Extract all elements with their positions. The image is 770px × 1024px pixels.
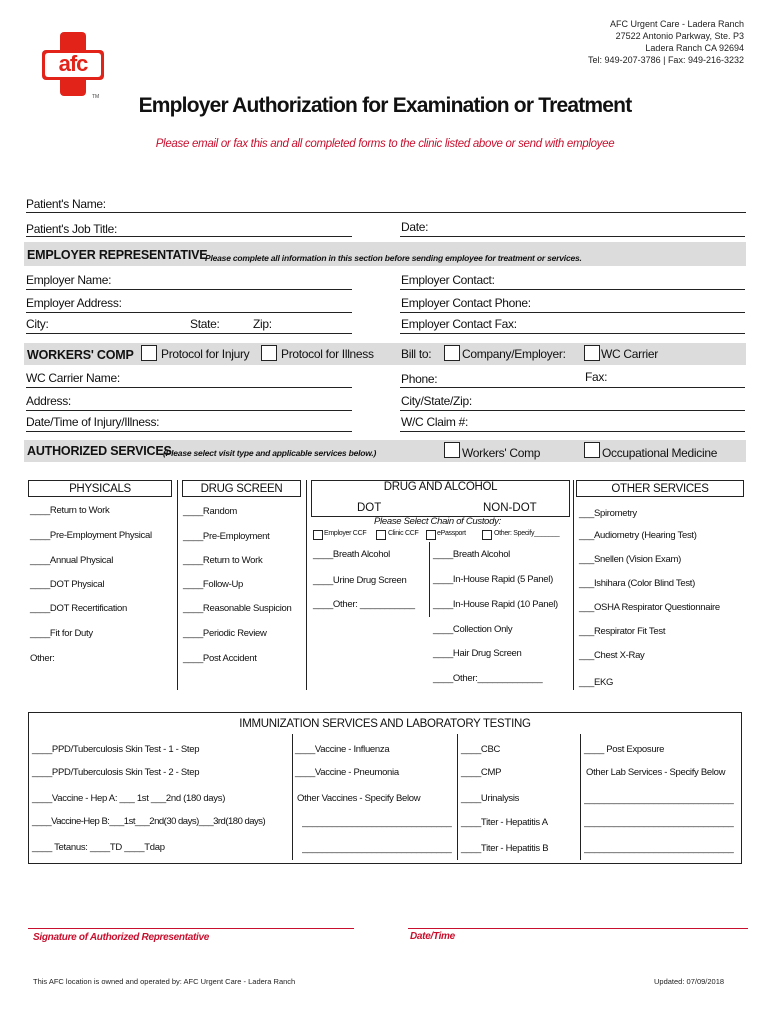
physicals-header: PHYSICALS [28, 480, 172, 497]
other-service-item[interactable]: ___Respirator Fit Test [579, 626, 666, 637]
divider-line [573, 480, 574, 690]
wc-phone-label: Phone: [401, 372, 438, 386]
immunization-item[interactable]: ____Vaccine-Hep B:___1st___2nd(30 days)___3rd(180 days) [32, 816, 266, 827]
signature-label: Signature of Authorized Representative [33, 932, 210, 943]
form-title: Employer Authorization for Examination or Treatment [138, 94, 632, 117]
drug-alcohol-header: DRUG AND ALCOHOL [383, 481, 498, 493]
immunization-item[interactable]: ____Vaccine - Influenza [295, 744, 390, 755]
clinic-info [588, 18, 744, 66]
bill-to-label: Bill to: [401, 347, 432, 361]
occupational-medicine-checkbox[interactable] [584, 442, 600, 458]
employer-rep-note: Please complete all information in this section before sending employee for treatment or services. [205, 253, 582, 263]
employer-contact-field[interactable] [400, 289, 745, 290]
non-dot-item[interactable]: ____Other:_____________ [433, 673, 543, 684]
wc-address-label: Address: [26, 394, 71, 408]
employer-contact-fax-label: Employer Contact Fax: [401, 317, 517, 331]
authorized-services-label: AUTHORIZED SERVICES [27, 444, 172, 458]
zip-label: Zip: [253, 317, 272, 331]
employer-contact-label: Employer Contact: [401, 273, 495, 287]
city-state-zip-label: City/State/Zip: [401, 394, 472, 408]
city-label: City: [26, 317, 49, 331]
drug-screen-item[interactable]: ____Post Accident [183, 653, 257, 664]
divider-line [457, 734, 458, 860]
chain-of-custody-label: Please Select Chain of Custody: [374, 516, 501, 527]
company-employer-label: Company/Employer: [462, 347, 566, 361]
immunization-header: IMMUNIZATION SERVICES AND LABORATORY TESTING [239, 718, 531, 730]
other-service-item[interactable]: ___Chest X-Ray [579, 650, 645, 661]
other-custody-label: Other: Specify_______ [494, 530, 560, 537]
employer-contact-phone-field[interactable] [400, 312, 745, 313]
dot-item[interactable]: ____Breath Alcohol [313, 549, 390, 560]
protocol-injury-label: Protocol for Injury [161, 347, 250, 361]
wc-carrier-checkbox[interactable] [584, 345, 600, 361]
employer-address-label: Employer Address: [26, 296, 122, 310]
lab-item[interactable]: ____Titer - Hepatitis B [461, 843, 549, 854]
immunization-item[interactable]: ____PPD/Tuberculosis Skin Test - 1 - Step [32, 744, 200, 755]
signature-line[interactable] [28, 928, 354, 929]
clinic-phone-fax: Tel: 949-207-3786 | Fax: 949-216-3232 [588, 55, 744, 65]
other-service-item[interactable]: ___Snellen (Vision Exam) [579, 554, 681, 565]
physicals-item[interactable]: ____DOT Recertification [30, 603, 127, 614]
employer-name-label: Employer Name: [26, 273, 112, 287]
divider-line [580, 734, 581, 860]
clinic-ccf-checkbox[interactable] [376, 530, 386, 540]
immunization-item[interactable]: ____ Tetanus: ____TD ____Tdap [32, 842, 165, 853]
lab-item[interactable]: ____Titer - Hepatitis A [461, 817, 548, 828]
employer-ccf-checkbox[interactable] [313, 530, 323, 540]
patient-name-field[interactable] [26, 212, 746, 213]
clinic-name: AFC Urgent Care - Ladera Ranch [609, 19, 744, 29]
other-vaccine-blank[interactable]: ______________________________ [302, 817, 452, 828]
workers-comp-visit-label: Workers' Comp [462, 446, 541, 460]
company-employer-checkbox[interactable] [444, 345, 460, 361]
physicals-item[interactable]: ____Pre-Employment Physical [30, 530, 152, 541]
other-vaccines-label: Other Vaccines - Specify Below [297, 793, 421, 804]
wc-claim-field[interactable] [400, 431, 745, 432]
immunization-item[interactable]: ____PPD/Tuberculosis Skin Test - 2 - Step [32, 767, 200, 778]
date-label: Date: [401, 220, 429, 234]
date-field[interactable] [400, 236, 745, 237]
drug-screen-item[interactable]: ____Pre-Employment [183, 531, 270, 542]
other-services-header: OTHER SERVICES [576, 480, 744, 497]
physicals-item[interactable]: ____DOT Physical [30, 579, 105, 590]
non-dot-item[interactable]: ____Collection Only [433, 624, 513, 635]
protocol-illness-label: Protocol for Illness [281, 347, 374, 361]
patient-job-title-field[interactable] [26, 236, 352, 237]
lab-item[interactable]: ____Urinalysis [461, 793, 520, 804]
drug-screen-item[interactable]: ____Return to Work [183, 555, 263, 566]
protocol-illness-checkbox[interactable] [261, 345, 277, 361]
other-lab-blank[interactable]: ______________________________ [584, 817, 734, 828]
logo-trademark: TM [92, 94, 100, 100]
clinic-address-2: Ladera Ranch CA 92694 [645, 43, 744, 53]
footer-owned-by: This AFC location is owned and operated by: AFC Urgent Care - Ladera Ranch [33, 977, 296, 986]
authorized-services-note: (Please select visit type and applicable services below.) [163, 448, 377, 458]
divider-line [177, 480, 178, 690]
date-time-line[interactable] [408, 928, 748, 929]
wc-phone-fax-field[interactable] [400, 387, 745, 388]
footer-updated: Updated: 07/09/2018 [654, 977, 725, 986]
wc-carrier-label: WC Carrier [601, 347, 658, 361]
employer-address-field[interactable] [26, 312, 352, 313]
occupational-medicine-label: Occupational Medicine [602, 446, 718, 460]
clinic-address-1: 27522 Antonio Parkway, Ste. P3 [615, 31, 744, 41]
other-service-item[interactable]: ___EKG [579, 677, 614, 688]
drug-screen-item[interactable]: ____Periodic Review [183, 628, 267, 639]
wc-carrier-name-field[interactable] [26, 387, 352, 388]
afc-logo [40, 28, 104, 100]
divider-line [429, 542, 430, 617]
drug-screen-header: DRUG SCREEN [182, 480, 301, 497]
epassport-label: ePassport [437, 530, 466, 537]
logo-text: afc [58, 51, 88, 76]
other-service-item[interactable]: ___Spirometry [579, 508, 637, 519]
drug-screen-item[interactable]: ____Random [183, 506, 238, 517]
physicals-item[interactable]: ____Fit for Duty [30, 628, 93, 639]
workers-comp-label: WORKERS' COMP [27, 348, 134, 362]
chain-of-custody-options [311, 529, 570, 542]
wc-city-state-zip-field[interactable] [400, 410, 745, 411]
drug-screen-item[interactable]: ____Reasonable Suspicion [183, 603, 292, 614]
other-vaccine-blank[interactable]: ______________________________ [302, 843, 452, 854]
other-lab-blank[interactable]: ______________________________ [584, 843, 734, 854]
physicals-item[interactable]: ____Return to Work [30, 505, 110, 516]
dot-item[interactable]: ____Urine Drug Screen [313, 575, 407, 586]
employer-rep-label: EMPLOYER REPRESENTATIVE [27, 248, 208, 262]
lab-item[interactable]: ____CBC [461, 744, 501, 755]
non-dot-item[interactable]: ____Hair Drug Screen [433, 648, 522, 659]
form-subtitle: Please email or fax this and all completed forms to the clinic listed above or send with employee [155, 138, 615, 150]
drug-screen-item[interactable]: ____Follow-Up [183, 579, 243, 590]
patient-job-title-label: Patient's Job Title: [26, 222, 118, 236]
immunization-item[interactable]: ____Vaccine - Pneumonia [295, 767, 399, 778]
other-service-item[interactable]: ___Audiometry (Hearing Test) [579, 530, 697, 541]
other-service-item[interactable]: ___Ishihara (Color Blind Test) [579, 578, 695, 589]
other-lab-blank[interactable]: ______________________________ [584, 794, 734, 805]
clinic-ccf-label: Clinic CCF [388, 530, 419, 537]
non-dot-item[interactable]: ____Breath Alcohol [433, 549, 510, 560]
wc-address-field[interactable] [26, 410, 352, 411]
immunization-item[interactable]: ____Vaccine - Hep A: ___ 1st ___2nd (180 days) [32, 793, 226, 804]
employer-ccf-label: Employer CCF [324, 530, 367, 537]
employer-contact-phone-label: Employer Contact Phone: [401, 296, 531, 310]
patient-name-label: Patient's Name: [26, 197, 106, 211]
dot-subheader: DOT [357, 502, 382, 514]
employer-contact-fax-field[interactable] [400, 333, 745, 334]
post-exposure-item[interactable]: ____ Post Exposure [584, 744, 665, 755]
non-dot-item[interactable]: ____In-House Rapid (10 Panel) [433, 599, 558, 610]
other-custody-checkbox[interactable] [482, 530, 492, 540]
epassport-checkbox[interactable] [426, 530, 436, 540]
non-dot-subheader: NON-DOT [483, 502, 537, 514]
physicals-item[interactable]: ____Annual Physical [30, 555, 114, 566]
protocol-injury-checkbox[interactable] [141, 345, 157, 361]
employer-name-field[interactable] [26, 289, 352, 290]
wc-fax-label: Fax: [585, 370, 608, 384]
physicals-other[interactable]: Other: [30, 653, 55, 664]
wc-claim-label: W/C Claim #: [401, 415, 469, 429]
date-time-label: Date/Time [410, 931, 455, 942]
date-time-injury-field[interactable] [26, 431, 352, 432]
wc-carrier-name-label: WC Carrier Name: [26, 371, 120, 385]
city-state-zip-field[interactable] [26, 333, 352, 334]
lab-item[interactable]: ____CMP [461, 767, 502, 778]
divider-line [306, 480, 307, 690]
divider-line [292, 734, 293, 860]
other-lab-services-label: Other Lab Services - Specify Below [586, 767, 726, 778]
date-time-injury-label: Date/Time of Injury/Illness: [26, 415, 160, 429]
non-dot-item[interactable]: ____In-House Rapid (5 Panel) [433, 574, 553, 585]
state-label: State: [190, 317, 220, 331]
other-service-item[interactable]: ___OSHA Respirator Questionnaire [579, 602, 720, 613]
dot-item[interactable]: ____Other: ___________ [313, 599, 415, 610]
workers-comp-visit-checkbox[interactable] [444, 442, 460, 458]
